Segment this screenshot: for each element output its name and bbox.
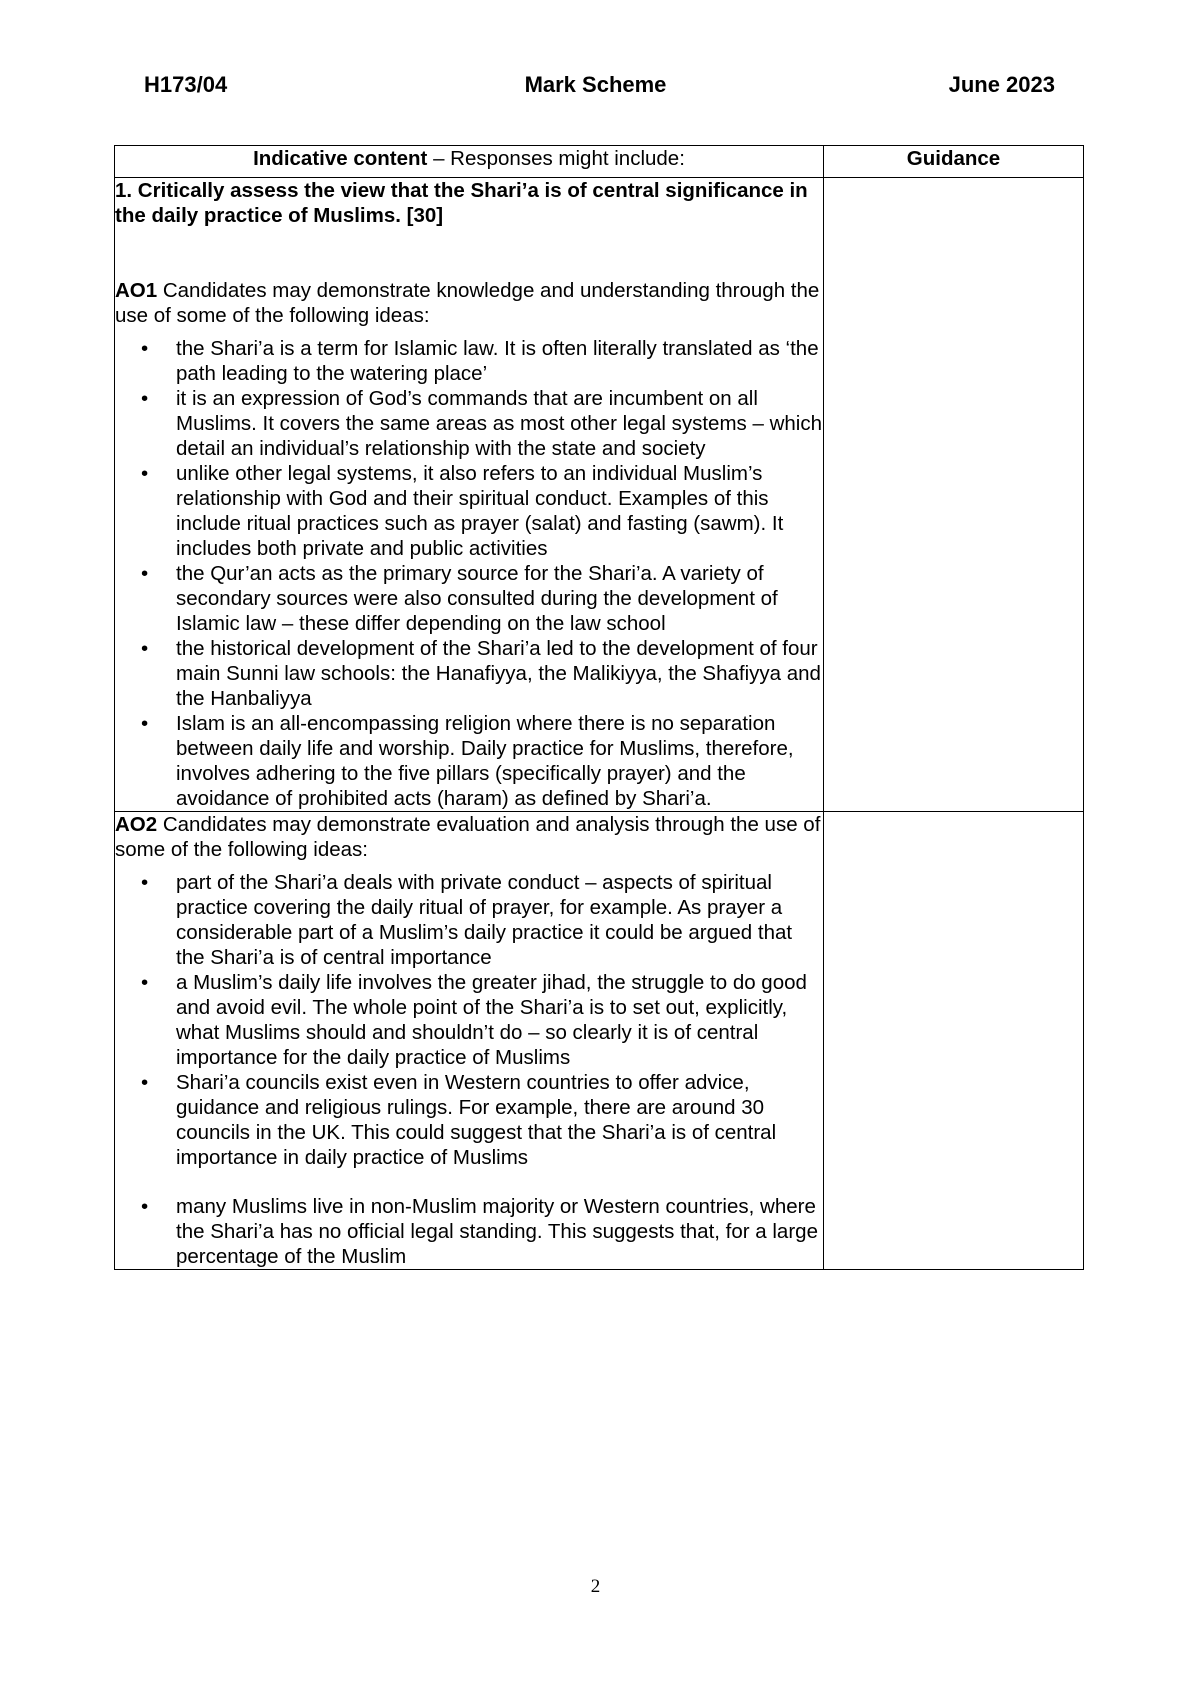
mark-scheme-table bbox=[114, 145, 1084, 1270]
indicative-content-label: Indicative content bbox=[253, 147, 428, 170]
ao2-bullet-list bbox=[115, 870, 823, 1170]
header-title: Mark Scheme bbox=[524, 72, 667, 97]
ao2-bullet-list-continued bbox=[115, 1194, 823, 1269]
list-item: • a Muslim’s daily life involves the greater jihad, the struggle to do good and avoid evil. The whole point of the Shari’a is to set out, explicitly, what Muslims should and shouldn’t do – so clearly it is of central importance for the daily practice of Muslims bbox=[176, 970, 823, 1070]
ao1-content-cell bbox=[115, 178, 824, 812]
guidance-heading: Guidance bbox=[824, 146, 1084, 178]
ao1-label: AO1 bbox=[115, 279, 158, 302]
ao2-intro bbox=[115, 812, 823, 862]
indicative-content-suffix: – Responses might include: bbox=[427, 147, 685, 170]
ao1-intro bbox=[115, 278, 823, 328]
header-date: June 2023 bbox=[948, 72, 1055, 97]
ao1-bullet-list bbox=[115, 336, 823, 811]
list-item: • many Muslims live in non-Muslim majority or Western countries, where the Shari’a has no official legal standing. This suggests that, for a large percentage of the Muslim bbox=[176, 1194, 823, 1269]
indicative-content-heading bbox=[115, 146, 824, 178]
ao2-guidance-cell bbox=[824, 812, 1084, 1270]
table-header-row bbox=[115, 146, 1084, 178]
page-number: 2 bbox=[590, 1576, 601, 1597]
ao1-guidance-cell bbox=[824, 178, 1084, 812]
list-item: • unlike other legal systems, it also refers to an individual Muslim’s relationship with God and their spiritual conduct. Examples of this include ritual practices such as prayer (salat) and fasting (sawm). It includes both private and public activities bbox=[176, 461, 823, 561]
list-item: • it is an expression of God’s commands that are incumbent on all Muslims. It covers the same areas as most other legal systems – which detail an individual’s relationship with the state and society bbox=[176, 386, 823, 461]
ao1-intro-text: Candidates may demonstrate knowledge and understanding through the use of some of the following ideas: bbox=[115, 279, 820, 327]
question-text: 1. Critically assess the view that the Shari’a is of central significance in the daily practice of Muslims. [30] bbox=[115, 179, 808, 227]
list-item: • part of the Shari’a deals with private conduct – aspects of spiritual practice covering the daily ritual of prayer, for example. As prayer a considerable part of a Muslim’s daily practice it could be argued that the Shari’a is of central importance bbox=[176, 870, 823, 970]
table-row-ao2 bbox=[115, 812, 1084, 1270]
table-row-ao1 bbox=[115, 178, 1084, 812]
ao2-intro-text: Candidates may demonstrate evaluation and analysis through the use of some of the following ideas: bbox=[115, 813, 821, 861]
ao2-content-cell bbox=[115, 812, 824, 1270]
list-item: • Islam is an all-encompassing religion where there is no separation between daily life and worship. Daily practice for Muslims, therefore, involves adhering to the five pillars (specifically prayer) and the avoidance of prohibited acts (haram) as defined by Shari’a. bbox=[176, 711, 823, 811]
list-item: • the historical development of the Shari’a led to the development of four main Sunni law schools: the Hanafiyya, the Malikiyya, the Shafiyya and the Hanbaliyya bbox=[176, 636, 823, 711]
list-item: • the Qur’an acts as the primary source for the Shari’a. A variety of secondary sources were also consulted during the development of Islamic law – these differ depending on the law school bbox=[176, 561, 823, 636]
ao2-label: AO2 bbox=[115, 813, 158, 836]
header-code: H173/04 bbox=[144, 72, 228, 97]
list-item: • the Shari’a is a term for Islamic law. It is often literally translated as ‘the path leading to the watering place’ bbox=[176, 336, 823, 386]
list-item: • Shari’a councils exist even in Western countries to offer advice, guidance and religious rulings. For example, there are around 30 councils in the UK. This could suggest that the Shari’a is of central importance in daily practice of Muslims bbox=[176, 1070, 823, 1170]
